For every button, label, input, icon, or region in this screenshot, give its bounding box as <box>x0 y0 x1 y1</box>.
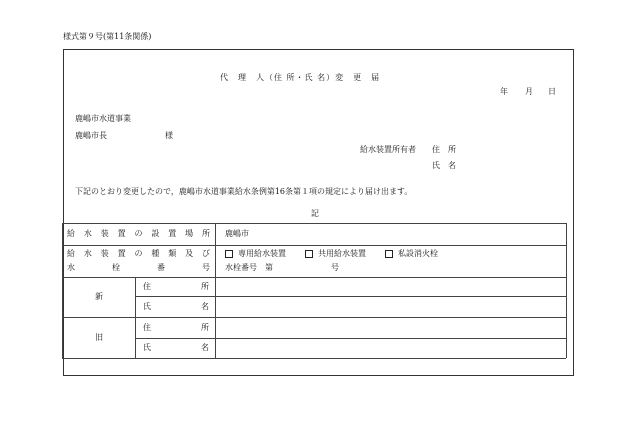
faucet-number-field[interactable] <box>278 262 328 272</box>
option-hydrant-label: 私設消火栓 <box>398 249 438 258</box>
new-label: 新 <box>95 292 103 301</box>
owner-name-label: 氏 名 <box>432 161 456 170</box>
owner-address-label: 住 所 <box>432 145 456 154</box>
checkbox-icon[interactable] <box>225 250 233 258</box>
form-number: 様式第９号(第11条関係) <box>63 32 152 41</box>
date-day: 日 <box>548 87 556 96</box>
date-month: 月 <box>525 87 533 96</box>
ki-label: 記 <box>311 209 319 218</box>
date-year: 年 <box>500 87 508 96</box>
checkbox-icon[interactable] <box>385 250 393 258</box>
body-text: 下記のとおり変更したので，鹿嶋市水道事業給水条例第16条第１項の規定により届け出ます。 <box>75 187 413 196</box>
old-name-label: 氏 名 <box>143 343 209 352</box>
kind-label-line1: 給 水 装 置 の 種 類 及 び <box>67 249 210 258</box>
old-label: 旧 <box>95 333 103 342</box>
addressee-org: 鹿嶋市水道事業 <box>75 114 131 123</box>
old-name-field[interactable] <box>217 340 564 357</box>
old-address-label: 住 所 <box>143 323 209 332</box>
kind-label-line2: 水 栓 番 号 <box>67 263 210 272</box>
checkbox-icon[interactable] <box>305 250 313 258</box>
faucet-number-label: 水栓番号 第 <box>225 263 273 272</box>
location-label: 給 水 装 置 の 設 置 場 所 <box>67 229 210 238</box>
option-shared-label: 共用給水装置 <box>318 249 366 258</box>
new-name-field[interactable] <box>217 298 564 316</box>
addressee-head: 鹿嶋市長 <box>75 131 107 140</box>
owner-label: 給水装置所有者 <box>360 145 416 154</box>
option-shared[interactable] <box>305 250 366 258</box>
faucet-number-suffix: 号 <box>331 263 339 272</box>
new-address-field[interactable] <box>217 279 564 295</box>
option-dedicated[interactable] <box>225 250 286 258</box>
old-address-field[interactable] <box>217 319 564 337</box>
option-dedicated-label: 専用給水装置 <box>238 249 286 258</box>
option-hydrant[interactable] <box>385 250 438 258</box>
location-value: 鹿嶋市 <box>225 229 249 238</box>
addressee-honorific: 様 <box>165 131 173 140</box>
new-address-label: 住 所 <box>143 282 209 291</box>
new-name-label: 氏 名 <box>143 302 209 311</box>
form-title: 代 理 人（住 所・氏 名）変 更 届 <box>220 73 381 82</box>
